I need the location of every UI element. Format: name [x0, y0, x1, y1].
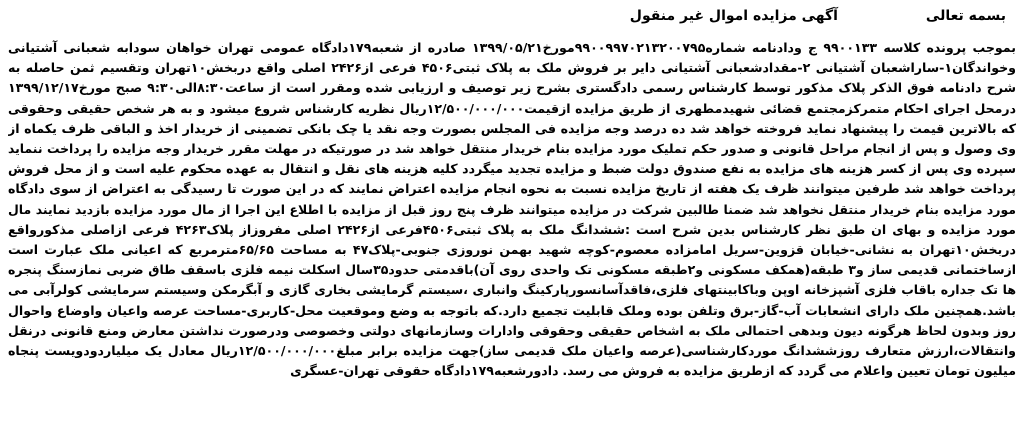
body-line: شرح دادنامه فوق الذکر پلاک مذکور توسط کارشناس رسمی دادگستری بشرح زیر توصیف و ارزیابی شده ومقرر است از ساعت۸:۳۰الی۹:۳۰ صبح مورخ۱۳۹۹/۱۲/۱۷ — [8, 80, 1016, 96]
body-line: سپرده وی پس از کسر هزینه های مزایده به نفع صندوق دولت ضبط و مزایده تجدید میگردد کلیه هزینه های نقل و انتقال به عهده محکوم علیه است و از محل فروش — [8, 161, 1016, 177]
body-line: ها تک جداره باقاب فلزی آشپزخانه اوپن وباکابینتهای فلزی،فاقدآسانسورپارکینگ وانباری ،سیستم گرمایشی بخاری گازی و آبگرمکن وسیستم سرمایشی کولرآبی می — [8, 282, 1016, 298]
body-line-signature: میلیون تومان تعیین واعلام می گردد که ازطریق مزایده به فروش می رسد. دادورشعبه۱۷۹دادگاه حقوقی تهران-عسگری — [290, 363, 1016, 379]
body-line: وانتقالات،ارزش متعارف روزششدانگ موردکارشناسی(عرصه واعیان ملک قدیمی ساز)جهت مزایده برابر مبلغ۱۲/۵۰۰/۰۰۰/۰۰۰ریال معادل یک میلیاردودویست پنجاه — [8, 343, 1016, 359]
body-line: درمحل اجرای احکام متمرکزمجتمع قضائی شهیدمطهری از طریق مزایده ازقیمت۱۲/۵۰۰/۰۰۰/۰۰۰ریال نظریه کارشناس شروع میشود و به هر شخص حقیقی وحقوقی — [8, 100, 1016, 116]
body-line: روز وبدون لحاظ هرگونه دیون وبدهی احتمالی ملک به اشخاص حقیقی وحقوقی وادارات وسازمانهای دولتی وخصوصی ودرصورت نداشتن معارض ومنع قانونی درنقل — [8, 322, 1016, 338]
body-line: مورد مزایده و بهای ان طبق نظر کارشناس بدین شرح است :ششدانگ ملک به پلاک ثبتی۴۵۰۶فرعی از۲۴۲۶ اصلی مفروزاز پلاک۴۲۶۳ فرعی ازاصلی مذکورواقع — [8, 221, 1016, 237]
body-line: پرداخت خواهد شد طرفین میتوانند ظرف یک هفته از تاریخ مزایده نسبت به نحوه انجام مزایده اعتراض نمایند که در این صورت تا رسیدگی به اعتراض از سوی دادگاه — [8, 181, 1016, 197]
body-line: دربخش۱۰تهران به نشانی-خیابان قزوین-سریل امامزاده معصوم-کوچه شهید بهمن نوروزی جنوبی-پلاک۴۷ به مساحت ۶۵/۶۵مترمربع که اعیانی ملک عبارت است — [8, 242, 1016, 258]
body-line: باشد.همچنین ملک دارای انشعابات آب-گاز-برق وتلفن بوده وملک قابلیت تجمیع دارد.که باتوجه به وضع وموقعیت محل-کاربری-مساحت عرصه واعیان واوضاع واحوال — [8, 302, 1016, 318]
body-line: وی وصول و پس از انجام مراحل قانونی و صدور حکم تملیک مورد مزایده بنام خریدار منتقل خواهد شد در صورتیکه در مهلت مقرر خریدار وجه مزایده را پرداخت ننماید — [8, 141, 1016, 157]
notice-header — [8, 6, 1016, 34]
body-line: که بالاترین قیمت را پیشنهاد نماید فروخته خواهد شد ده درصد وجه مزایده فی المجلس بصورت وجه نقد یا چک بانکی تضمینی از خریدار اخذ و الباقی ظرف یکماه از — [8, 120, 1016, 136]
bismillah-heading: بسمه تعالی — [925, 8, 1006, 24]
body-line: وخواندگان۱-ساراشعبان آشتیانی ۲-مقدادشعبانی آشتیانی دایر بر فروش ملک به پلاک ثبتی۴۵۰۶ فرعی از۲۴۲۶ اصلی واقع دربخش۱۰تهران وتقسیم ثمن حاصله به — [8, 60, 1016, 76]
notice-title: آگهی مزایده اموال غیر منقول — [629, 8, 838, 24]
body-line: مورد مزایده بنام خریدار منتقل نخواهد شد ضمنا طالبین شرکت در مزایده میتوانند ظرف پنج روز قبل از مزایده با اطلاع این اجرا از مال مورد مزایده بازدید نمایند مال — [8, 201, 1016, 217]
body-line: بموجب پرونده کلاسه ۹۹۰۰۱۳۳ ج ودادنامه شماره۹۹۰۰۹۹۷۰۲۱۳۲۰۰۷۹۵مورخ۱۳۹۹/۰۵/۲۱ صادره از شعبه۱۷۹دادگاه عمومی تهران خواهان سودابه شعبانی آشتیانی — [8, 40, 1016, 55]
notice-body — [8, 38, 1016, 381]
body-line: ازساختمانی قدیمی ساز و۳ طبقه(همکف مسکونی و۲طبقه مسکونی تک واحدی روی آن)باقدمتی حدود۳۵سال اسکلت نیمه فلزی باسقف طاق ضربی نمازسنگ پنجره — [8, 262, 1016, 278]
